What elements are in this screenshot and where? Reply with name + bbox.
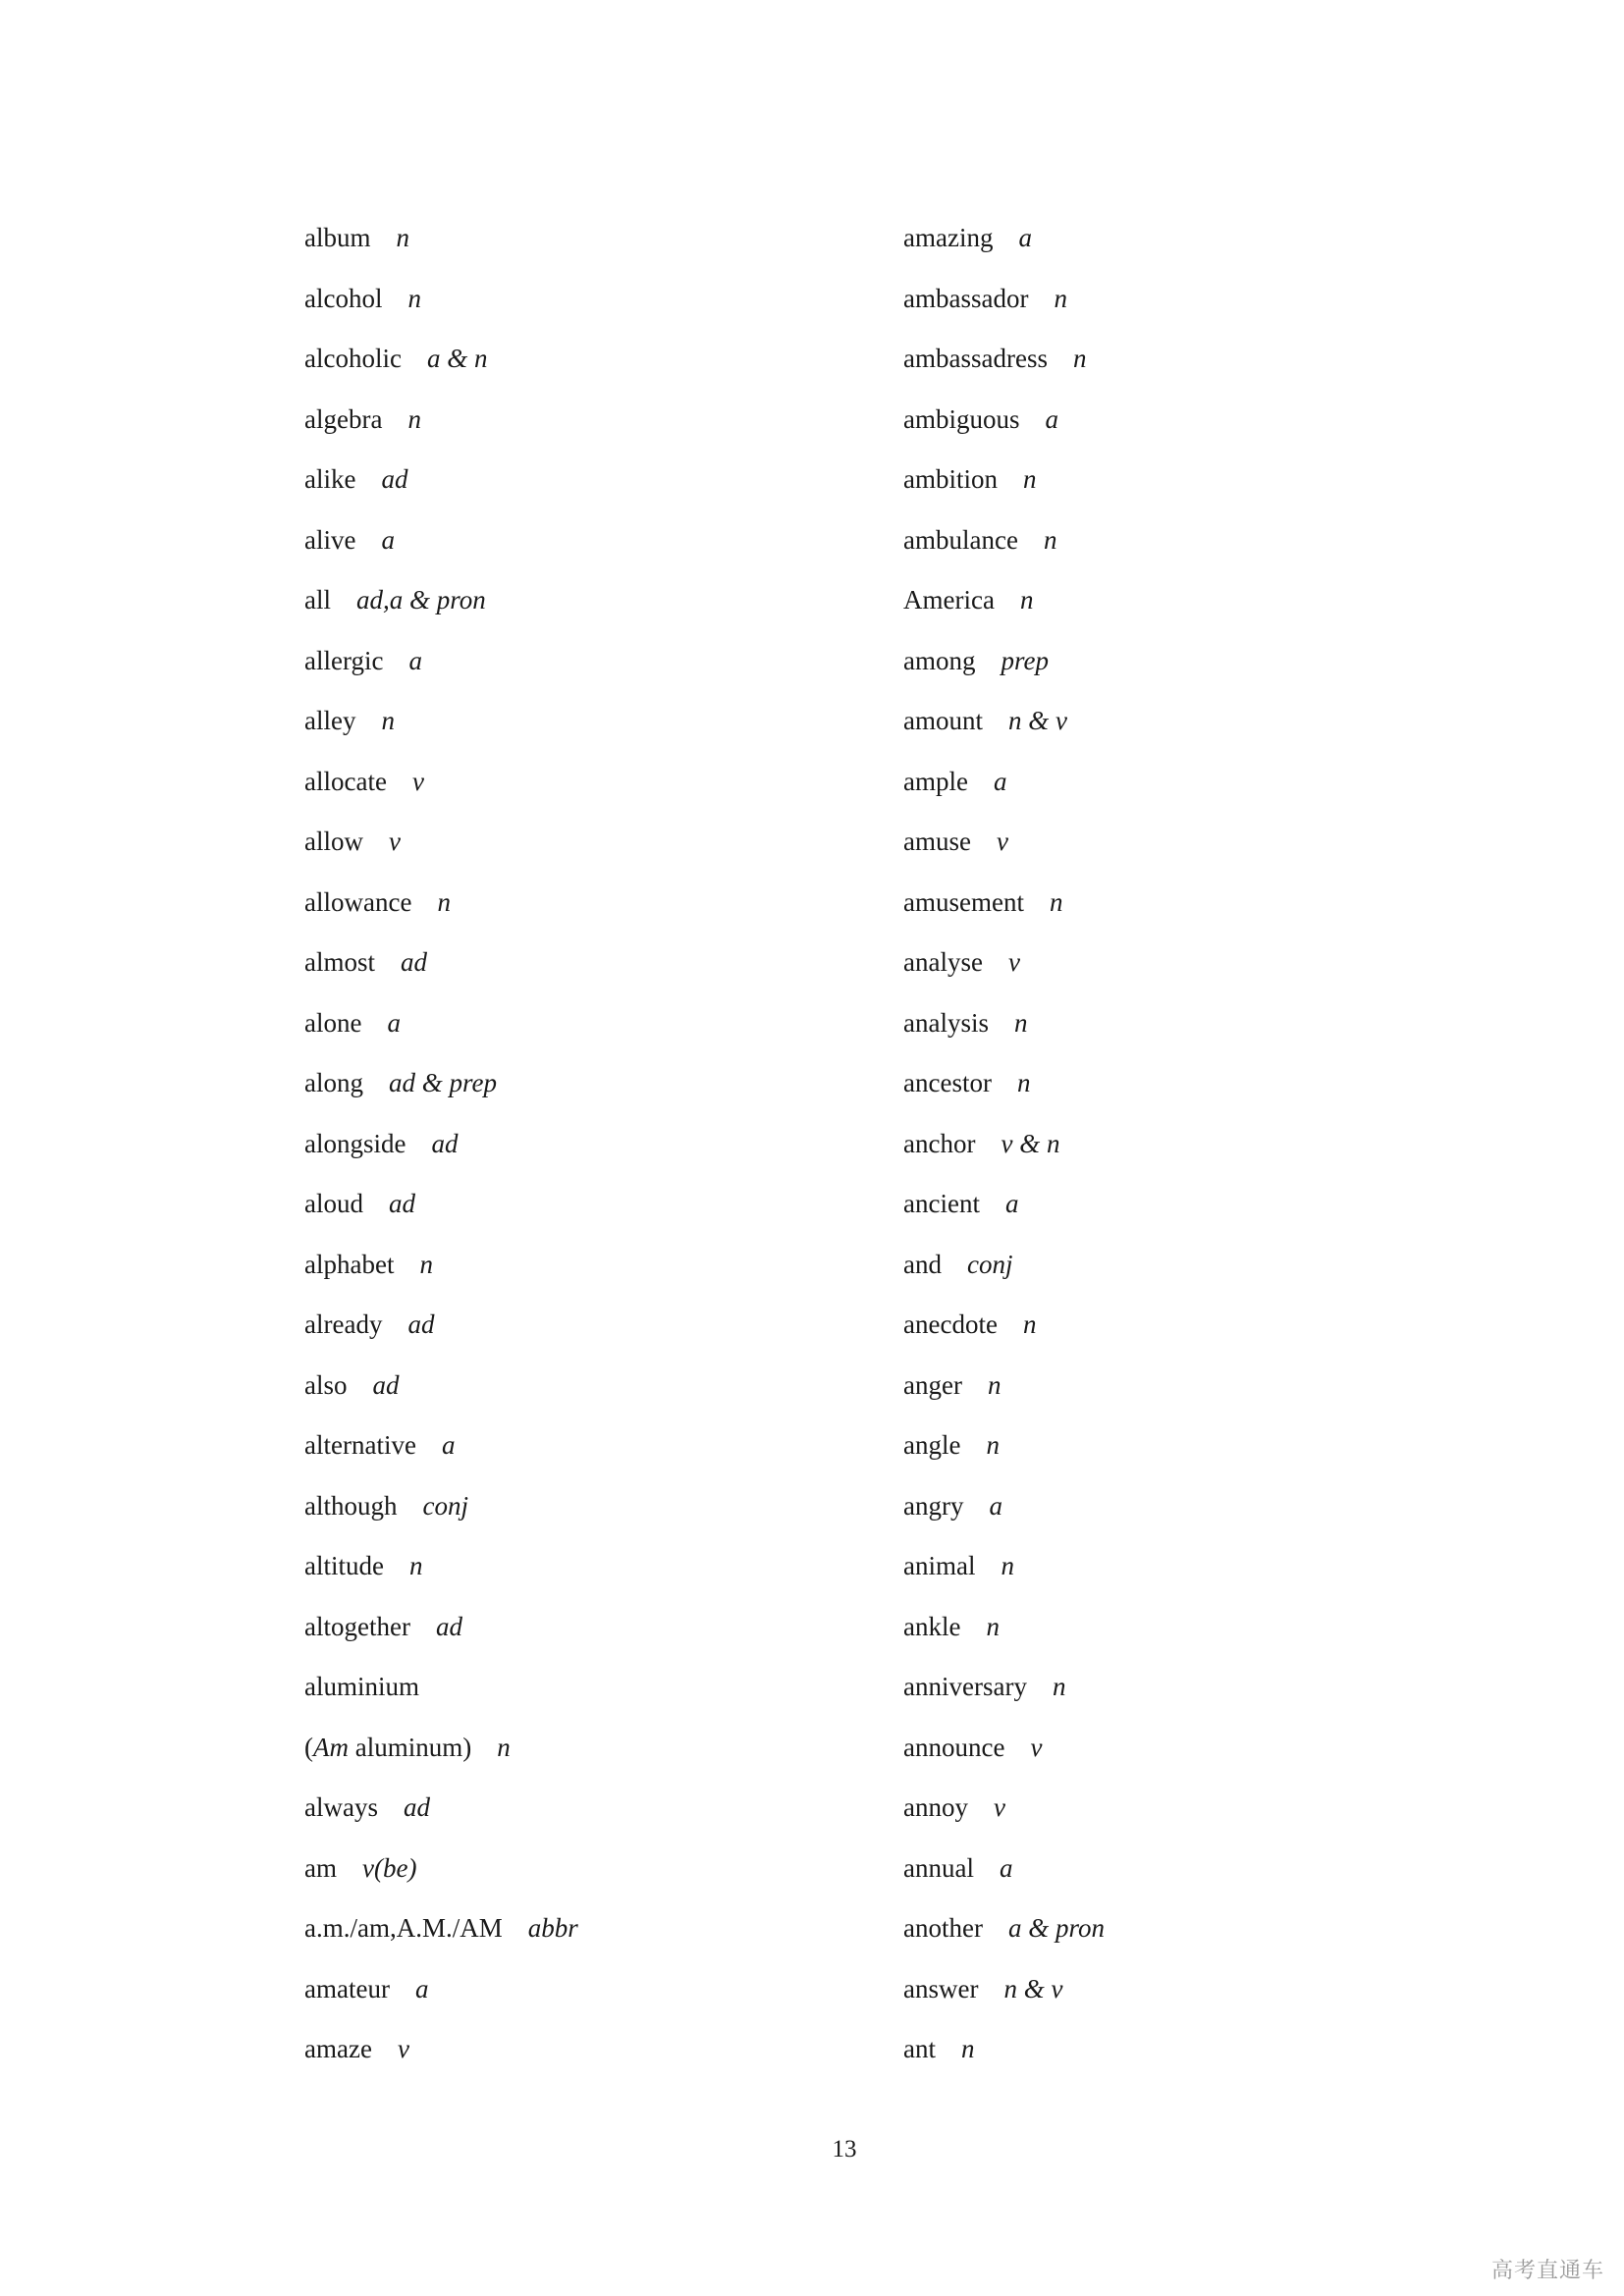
part-of-speech: n xyxy=(986,1430,1000,1460)
word-entry xyxy=(304,1180,854,1241)
part-of-speech: v xyxy=(1007,947,1020,977)
headword: answer xyxy=(903,1973,979,2003)
headword: alone xyxy=(304,1007,362,1038)
headword: ambition xyxy=(903,464,998,494)
headword: anchor xyxy=(903,1128,976,1158)
word-entry xyxy=(304,1059,854,1120)
part-of-speech: a & n xyxy=(426,344,488,373)
part-of-speech: a xyxy=(381,524,395,555)
headword: analyse xyxy=(903,947,983,977)
part-of-speech: n xyxy=(396,223,409,252)
word-entry xyxy=(304,275,854,336)
word-entry xyxy=(304,938,854,999)
word-entry xyxy=(903,1844,1453,1905)
word-entry xyxy=(903,1059,1453,1120)
word-entry xyxy=(903,1120,1453,1181)
headword: among xyxy=(903,645,976,675)
headword: ambulance xyxy=(903,524,1018,555)
part-of-speech: n xyxy=(1072,344,1087,373)
headword: alcohol xyxy=(304,283,383,313)
headword: alcoholic xyxy=(304,344,402,373)
part-of-speech: n xyxy=(1049,886,1063,917)
headword: ambassador xyxy=(903,283,1029,313)
headword: ant xyxy=(903,2034,936,2063)
headword: angle xyxy=(903,1430,961,1460)
part-of-speech: ad xyxy=(381,464,408,494)
word-entry xyxy=(304,1241,854,1302)
part-of-speech: abbr xyxy=(527,1913,578,1943)
part-of-speech: a xyxy=(387,1007,401,1038)
part-of-speech: n xyxy=(407,283,421,313)
word-entry xyxy=(304,1784,854,1844)
part-of-speech: conj xyxy=(422,1490,468,1521)
part-of-speech: n xyxy=(408,1551,423,1580)
word-entry xyxy=(304,455,854,516)
headword: also xyxy=(304,1369,348,1400)
headword: angry xyxy=(903,1490,964,1521)
part-of-speech: ad,a & pron xyxy=(356,585,486,614)
part-of-speech: a xyxy=(1018,223,1032,252)
headword: amateur xyxy=(304,1973,390,2003)
headword: ambassadress xyxy=(903,344,1048,373)
headword: aluminium xyxy=(304,1672,419,1701)
headword: alongside xyxy=(304,1128,406,1158)
word-entry xyxy=(304,1965,854,2026)
word-entry xyxy=(903,1904,1453,1965)
word-entry xyxy=(903,938,1453,999)
headword: (Am aluminum) xyxy=(304,1732,472,1762)
word-entry xyxy=(304,1844,854,1905)
word-entry xyxy=(304,2025,854,2086)
headword: animal xyxy=(903,1551,976,1580)
word-entry xyxy=(304,999,854,1060)
word-entry xyxy=(903,1301,1453,1362)
headword: alive xyxy=(304,524,356,555)
headword: all xyxy=(304,585,331,614)
word-entry xyxy=(903,818,1453,879)
part-of-speech: a xyxy=(993,766,1007,796)
word-entry xyxy=(304,697,854,758)
headword: allowance xyxy=(304,886,412,917)
word-entry xyxy=(903,1180,1453,1241)
headword: amaze xyxy=(304,2034,372,2063)
part-of-speech: n xyxy=(1054,283,1067,313)
part-of-speech: a & pron xyxy=(1007,1913,1105,1943)
part-of-speech: v xyxy=(996,827,1008,856)
part-of-speech: n & v xyxy=(1003,1973,1063,2003)
part-of-speech: a xyxy=(999,1852,1013,1883)
part-of-speech: a xyxy=(1045,403,1058,434)
headword: annoy xyxy=(903,1792,968,1822)
headword: amusement xyxy=(903,886,1024,917)
part-of-speech: n xyxy=(987,1369,1001,1400)
headword: ambiguous xyxy=(903,403,1020,434)
left-word-column xyxy=(304,214,854,2086)
part-of-speech: a xyxy=(1004,1189,1019,1218)
part-of-speech: ad xyxy=(435,1611,462,1641)
word-entry xyxy=(903,516,1453,577)
part-of-speech: a xyxy=(989,1490,1002,1521)
word-entry xyxy=(304,1724,854,1785)
headword: a.m./am,A.M./AM xyxy=(304,1913,503,1943)
part-of-speech: conj xyxy=(966,1249,1013,1279)
word-entry xyxy=(903,999,1453,1060)
word-entry xyxy=(304,396,854,456)
part-of-speech: n xyxy=(1052,1672,1066,1701)
headword: annual xyxy=(903,1852,974,1883)
headword: allergic xyxy=(304,645,384,675)
word-entry xyxy=(903,1784,1453,1844)
word-entry xyxy=(903,1482,1453,1543)
word-entry xyxy=(304,1603,854,1664)
headword: alphabet xyxy=(304,1249,395,1279)
word-entry xyxy=(903,637,1453,698)
headword: altogether xyxy=(304,1611,410,1641)
word-entry xyxy=(903,396,1453,456)
headword: allocate xyxy=(304,766,387,796)
part-of-speech: v & n xyxy=(1001,1128,1060,1158)
headword: analysis xyxy=(903,1007,989,1038)
headword: announce xyxy=(903,1732,1005,1762)
part-of-speech: n xyxy=(1016,1068,1031,1097)
part-of-speech: n xyxy=(1043,524,1057,555)
part-of-speech: v(be) xyxy=(362,1852,417,1883)
word-entry xyxy=(903,275,1453,336)
word-entry xyxy=(304,1421,854,1482)
word-entry xyxy=(903,335,1453,396)
word-entry xyxy=(304,879,854,939)
headword: always xyxy=(304,1792,378,1822)
word-entry xyxy=(903,1724,1453,1785)
watermark-text: 高考直通车 xyxy=(1490,2259,1604,2283)
word-entry xyxy=(304,1542,854,1603)
headword: ample xyxy=(903,766,968,796)
word-entry xyxy=(903,697,1453,758)
headword: although xyxy=(304,1490,398,1521)
headword: ancestor xyxy=(903,1068,992,1097)
part-of-speech: n xyxy=(986,1611,1000,1641)
word-entry xyxy=(304,1362,854,1422)
part-of-speech: n xyxy=(1023,464,1037,494)
part-of-speech: a xyxy=(441,1430,456,1460)
part-of-speech: a xyxy=(414,1973,429,2003)
headword: allow xyxy=(304,827,363,856)
part-of-speech: n xyxy=(381,706,395,735)
headword: along xyxy=(304,1068,363,1097)
headword: alike xyxy=(304,464,356,494)
word-entry xyxy=(903,1603,1453,1664)
part-of-speech: v xyxy=(389,827,401,856)
word-entry xyxy=(903,758,1453,819)
part-of-speech: n xyxy=(419,1249,433,1279)
word-entry xyxy=(903,2025,1453,2086)
headword: anecdote xyxy=(903,1309,998,1339)
headword: alley xyxy=(304,706,356,735)
part-of-speech: n xyxy=(407,403,421,434)
word-entry xyxy=(304,1482,854,1543)
word-entry xyxy=(304,214,854,275)
word-entry xyxy=(903,879,1453,939)
part-of-speech: n xyxy=(437,886,451,917)
headword: aloud xyxy=(304,1189,363,1218)
headword: anniversary xyxy=(903,1672,1027,1701)
headword: and xyxy=(903,1249,942,1279)
word-entry xyxy=(304,637,854,698)
word-entry xyxy=(903,1421,1453,1482)
part-of-speech: n xyxy=(961,2034,975,2063)
part-of-speech: v xyxy=(993,1792,1005,1822)
word-entry xyxy=(903,1965,1453,2026)
part-of-speech: a xyxy=(408,645,422,675)
headword: ancient xyxy=(903,1189,980,1218)
headword: algebra xyxy=(304,403,383,434)
part-of-speech: v xyxy=(1030,1732,1043,1762)
word-entry xyxy=(304,335,854,396)
word-entry xyxy=(903,1542,1453,1603)
part-of-speech: ad xyxy=(389,1189,415,1218)
word-entry xyxy=(304,818,854,879)
headword: ankle xyxy=(903,1611,961,1641)
headword: am xyxy=(304,1852,337,1883)
headword: already xyxy=(304,1309,383,1339)
headword: another xyxy=(903,1913,983,1943)
page-number: 13 xyxy=(832,2136,857,2163)
word-entry xyxy=(903,1663,1453,1724)
headword: amazing xyxy=(903,223,994,252)
part-of-speech: n & v xyxy=(1008,706,1067,735)
headword: anger xyxy=(903,1369,962,1400)
headword: album xyxy=(304,223,371,252)
part-of-speech: ad & prep xyxy=(389,1068,497,1097)
headword: altitude xyxy=(304,1551,384,1580)
part-of-speech: ad xyxy=(403,1792,430,1822)
headword: amount xyxy=(903,706,983,735)
headword: alternative xyxy=(304,1430,416,1460)
part-of-speech: ad xyxy=(407,1309,435,1339)
part-of-speech: v xyxy=(411,766,424,796)
word-entry xyxy=(903,576,1453,637)
word-entry xyxy=(903,1241,1453,1302)
right-word-column xyxy=(903,214,1453,2086)
headword: almost xyxy=(304,947,375,977)
part-of-speech: n xyxy=(497,1732,511,1762)
part-of-speech: prep xyxy=(1001,645,1049,675)
word-entry xyxy=(903,455,1453,516)
word-entry xyxy=(304,516,854,577)
word-entry xyxy=(304,1904,854,1965)
word-entry xyxy=(304,576,854,637)
word-entry xyxy=(304,1663,854,1724)
word-entry xyxy=(304,1120,854,1181)
word-entry xyxy=(903,214,1453,275)
part-of-speech: ad xyxy=(401,947,427,977)
part-of-speech: n xyxy=(1001,1551,1014,1580)
part-of-speech: n xyxy=(1019,585,1034,614)
headword: America xyxy=(903,585,995,614)
part-of-speech: ad xyxy=(372,1369,400,1400)
headword: amuse xyxy=(903,827,971,856)
word-entry xyxy=(304,1301,854,1362)
part-of-speech: v xyxy=(397,2034,409,2063)
part-of-speech: ad xyxy=(431,1128,459,1158)
part-of-speech: n xyxy=(1014,1007,1028,1038)
part-of-speech: n xyxy=(1022,1309,1037,1339)
word-entry xyxy=(903,1362,1453,1422)
word-entry xyxy=(304,758,854,819)
